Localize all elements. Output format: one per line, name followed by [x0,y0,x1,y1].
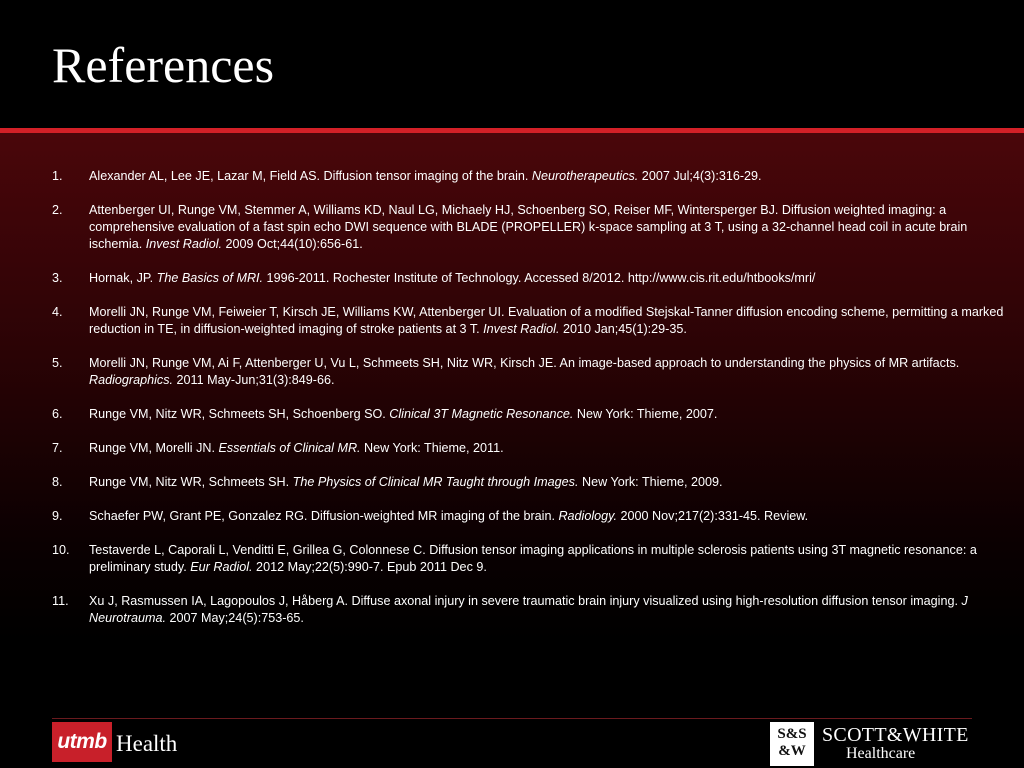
reference-text: Xu J, Rasmussen IA, Lagopoulos J, Håberg A. Diffuse axonal injury in severe traumatic brain injury visualized using high-resolution diffusion tensor imaging. [89,594,962,608]
reference-citation: 2009 Oct;44(10):656-61. [222,237,363,251]
monogram-top: S&S [777,726,807,742]
reference-journal: The Basics of MRI. [156,271,264,285]
reference-journal: Radiographics. [89,373,174,387]
reference-journal: J Neurotrauma. [89,594,968,625]
reference-text: Alexander AL, Lee JE, Lazar M, Field AS. Diffusion tensor imaging of the brain. [89,169,532,183]
slide-header [0,0,1024,128]
reference-text: Attenberger UI, Runge VM, Stemmer A, Williams KD, Naul LG, Michaely HJ, Schoenberg SO, Reiser MF, Wintersperger BJ. Diffusion weighted imaging: a comprehensive evaluation of a fast spin echo DWI sequence with BLADE (PROPELLER) k-space sampling at 3 T, using a 32-channel head coil in acute brain ischemia. [89,203,968,251]
page-title: References [52,37,275,93]
reference-text: Morelli JN, Runge VM, Ai F, Attenberger U, Vu L, Schmeets SH, Nitz WR, Kirsch JE. An image-based approach to understanding the physics of MR artifacts. [89,356,960,370]
reference-text: Morelli JN, Runge VM, Feiweier T, Kirsch JE, Williams KW, Attenberger UI. Evaluation of a modified Stejskal-Tanner diffusion encoding scheme, permitting a marked reduction in TE, in diffusion-weighted imaging of stroke patients at 3 T. [89,305,1004,336]
reference-journal: The Physics of Clinical MR Taught through Images. [292,475,579,489]
reference-number: 7. [52,441,63,455]
reference-text: Runge VM, Nitz WR, Schmeets SH. [89,475,293,489]
reference-citation: 2007 Jul;4(3):316-29. [638,169,762,183]
utmb-health-logo [52,722,186,762]
reference-citation: 1996-2011. Rochester Institute of Technology. Accessed 8/2012. http://www.cis.rit.edu/htbooks/mri/ [263,271,816,285]
reference-item [0,168,1024,185]
reference-item [0,542,1024,576]
reference-journal: Radiology. [558,509,618,523]
reference-number: 9. [52,509,63,523]
reference-item [0,440,1024,457]
reference-journal: Neurotherapeutics. [531,169,639,183]
reference-journal: Invest Radiol. [483,322,560,336]
reference-citation: 2011 May-Jun;31(3):849-66. [173,373,335,387]
reference-item [0,202,1024,253]
reference-citation: New York: Thieme, 2011. [360,441,504,455]
reference-item [0,270,1024,287]
scott-white-name: SCOTT&WHITE [822,724,969,746]
reference-number: 2. [52,203,63,217]
reference-citation: 2000 Nov;217(2):331-45. Review. [617,509,809,523]
reference-number: 5. [52,356,63,370]
reference-journal: Essentials of Clinical MR. [218,441,361,455]
reference-text: Schaefer PW, Grant PE, Gonzalez RG. Diffusion-weighted MR imaging of the brain. [89,509,559,523]
reference-citation: New York: Thieme, 2007. [573,407,718,421]
reference-item [0,474,1024,491]
reference-citation: New York: Thieme, 2009. [578,475,723,489]
scott-white-subtitle: Healthcare [846,745,916,762]
reference-citation: 2007 May;24(5):753-65. [166,611,304,625]
reference-journal: Clinical 3T Magnetic Resonance. [389,407,574,421]
reference-item [0,304,1024,338]
reference-text: Runge VM, Morelli JN. [89,441,219,455]
reference-citation: 2012 May;22(5):990-7. Epub 2011 Dec 9. [252,560,487,574]
reference-number: 8. [52,475,63,489]
scott-white-monogram-icon [770,722,814,766]
reference-number: 11. [52,594,69,608]
reference-item [0,406,1024,423]
reference-list [0,168,1024,644]
monogram-bottom: &W [778,743,806,759]
reference-item [0,593,1024,627]
reference-number: 6. [52,407,63,421]
reference-text: Hornak, JP. [89,271,157,285]
reference-number: 4. [52,305,63,319]
reference-item [0,508,1024,525]
reference-text: Runge VM, Nitz WR, Schmeets SH, Schoenberg SO. [89,407,390,421]
reference-item [0,355,1024,389]
footer-divider [52,718,972,719]
scott-white-logo [770,722,974,766]
reference-number: 10. [52,543,70,557]
reference-journal: Invest Radiol. [145,237,223,251]
reference-number: 3. [52,271,63,285]
reference-number: 1. [52,169,63,183]
utmb-health-text: Health [116,731,178,756]
reference-text: Testaverde L, Caporali L, Venditti E, Grillea G, Colonnese C. Diffusion tensor imaging applications in multiple sclerosis patients using 3T magnetic resonance: a preliminary study. [89,543,977,574]
reference-citation: 2010 Jan;45(1):29-35. [559,322,687,336]
utmb-wordmark: utmb [52,722,112,762]
reference-journal: Eur Radiol. [190,560,253,574]
